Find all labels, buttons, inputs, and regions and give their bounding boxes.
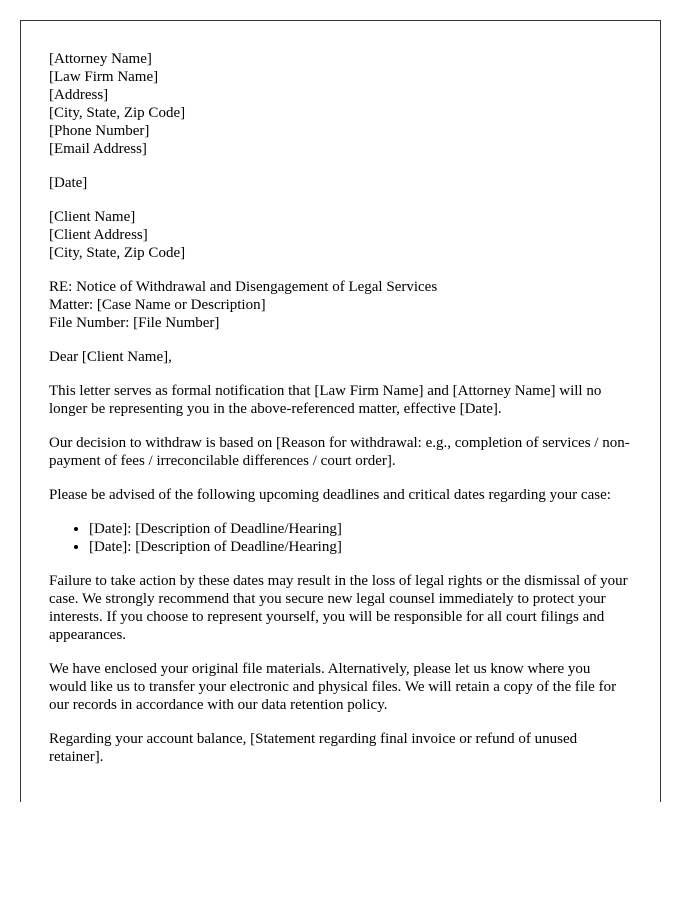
paragraph-warning: Failure to take action by these dates may result in the loss of legal rights or the dismissal of your case. We strongly recommend that you secure new legal counsel immediately to protect your interests. If you choose to represent yourself, you will be responsible for all court filings and appearances.: [49, 573, 628, 643]
re-file-number: File Number: [File Number]: [49, 315, 220, 331]
re-block: [49, 278, 630, 332]
paragraph-deadlines-intro: Please be advised of the following upcoming deadlines and critical dates regarding your case:: [49, 487, 611, 503]
letter-date: [Date]: [49, 175, 88, 191]
recipient-block: [49, 208, 630, 262]
re-subject: RE: Notice of Withdrawal and Disengagement of Legal Services: [49, 279, 438, 295]
salutation: Dear [Client Name],: [49, 349, 172, 365]
list-item: • [Date]: [Description of Deadline/Hearing]: [89, 538, 630, 556]
email-address: [Email Address]: [49, 141, 147, 157]
client-city-state-zip: [City, State, Zip Code]: [49, 245, 186, 261]
list-item: • [Date]: [Description of Deadline/Hearing]: [89, 520, 630, 538]
client-address: [Client Address]: [49, 227, 148, 243]
letter-page: [20, 20, 661, 802]
deadline-list: [49, 520, 630, 556]
paragraph-reason: Our decision to withdraw is based on [Reason for withdrawal: e.g., completion of services / non-payment of fees / irreconcilable differences / court order].: [49, 435, 630, 469]
sender-block: [49, 50, 630, 158]
client-name: [Client Name]: [49, 209, 136, 225]
phone-number: [Phone Number]: [49, 123, 150, 139]
city-state-zip: [City, State, Zip Code]: [49, 105, 186, 121]
attorney-name: [Attorney Name]: [49, 51, 152, 67]
address: [Address]: [49, 87, 109, 103]
paragraph-files: We have enclosed your original file materials. Alternatively, please let us know where you would like us to transfer your electronic and physical files. We will retain a copy of the file for our records in accordance with our data retention policy.: [49, 661, 617, 713]
re-matter: Matter: [Case Name or Description]: [49, 297, 266, 313]
law-firm-name: [Law Firm Name]: [49, 69, 159, 85]
paragraph-notification: This letter serves as formal notification that [Law Firm Name] and [Attorney Name] will no longer be representing you in the above-referenced matter, effective [Date].: [49, 383, 602, 417]
paragraph-balance: Regarding your account balance, [Statement regarding final invoice or refund of unused retainer].: [49, 731, 578, 765]
